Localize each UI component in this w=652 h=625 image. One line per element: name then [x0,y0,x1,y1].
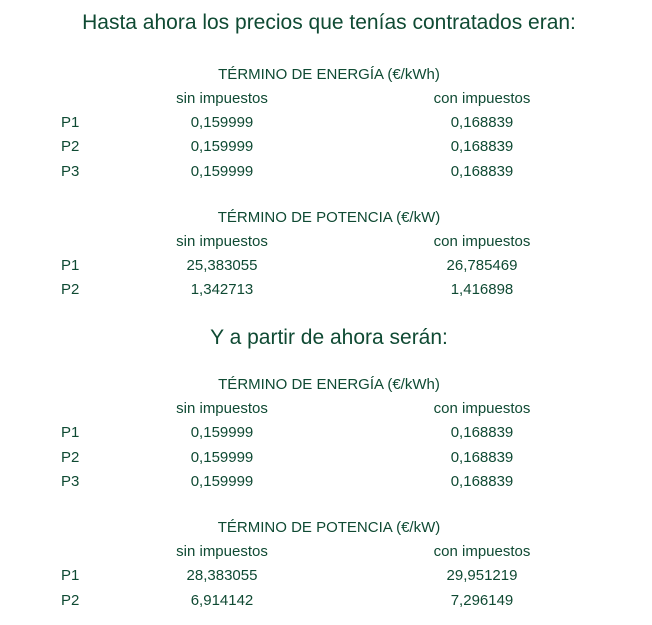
col-header-without-taxes: sin impuestos [176,233,268,250]
price-with-taxes: 29,951219 [446,567,518,584]
col-header-with-taxes: con impuestos [433,90,531,107]
period-label: P1 [61,114,80,131]
period-label: P1 [61,424,80,441]
price-without-taxes: 6,914142 [190,592,254,609]
price-with-taxes: 0,168839 [450,163,514,180]
price-with-taxes: 0,168839 [450,473,514,490]
price-without-taxes: 25,383055 [186,257,258,274]
period-label: P2 [61,281,80,298]
col-header-without-taxes: sin impuestos [176,543,268,560]
energy-term-title: TÉRMINO DE ENERGÍA (€/kWh) [218,66,440,83]
period-label: P2 [61,592,80,609]
price-with-taxes: 7,296149 [450,592,514,609]
price-without-taxes: 0,159999 [190,424,254,441]
energy-term-title: TÉRMINO DE ENERGÍA (€/kWh) [218,376,440,393]
period-label: P2 [61,449,80,466]
heading-current-prices: Hasta ahora los precios que tenías contratados eran: [82,11,576,34]
price-without-taxes: 0,159999 [190,473,254,490]
power-term-title: TÉRMINO DE POTENCIA (€/kW) [217,519,441,536]
heading-new-prices: Y a partir de ahora serán: [210,326,448,349]
period-label: P3 [61,163,80,180]
power-term-title: TÉRMINO DE POTENCIA (€/kW) [217,209,441,226]
period-label: P3 [61,473,80,490]
price-with-taxes: 0,168839 [450,449,514,466]
price-without-taxes: 0,159999 [190,138,254,155]
col-header-with-taxes: con impuestos [433,400,531,417]
price-without-taxes: 0,159999 [190,449,254,466]
col-header-without-taxes: sin impuestos [176,90,268,107]
price-with-taxes: 26,785469 [446,257,518,274]
price-with-taxes: 1,416898 [450,281,514,298]
period-label: P2 [61,138,80,155]
price-with-taxes: 0,168839 [450,424,514,441]
price-without-taxes: 0,159999 [190,114,254,131]
price-with-taxes: 0,168839 [450,138,514,155]
period-label: P1 [61,567,80,584]
price-with-taxes: 0,168839 [450,114,514,131]
price-without-taxes: 0,159999 [190,163,254,180]
period-label: P1 [61,257,80,274]
col-header-with-taxes: con impuestos [433,233,531,250]
price-without-taxes: 1,342713 [190,281,254,298]
col-header-with-taxes: con impuestos [433,543,531,560]
col-header-without-taxes: sin impuestos [176,400,268,417]
price-without-taxes: 28,383055 [186,567,258,584]
